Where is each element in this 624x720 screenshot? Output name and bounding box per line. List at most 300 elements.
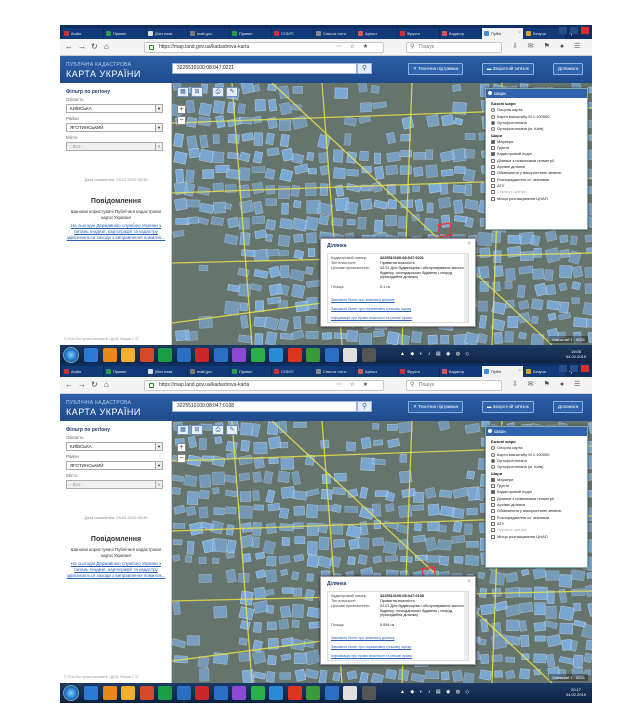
parcel [226,441,238,452]
taskbar-app-icon[interactable] [362,348,376,362]
parcel [332,504,341,513]
checkbox[interactable] [491,478,495,482]
parcel [280,218,293,229]
taskbar-app-icon[interactable] [195,686,209,700]
support-button[interactable] [408,63,463,75]
wrench-icon: ✕ [413,66,419,71]
cadastral-search-input[interactable] [172,401,357,412]
start-button[interactable] [63,685,79,701]
parcel [372,504,381,517]
parcel [425,165,437,178]
parcel [279,120,291,130]
base-layers-title [491,101,516,106]
taskbar-app-icon[interactable] [269,686,283,700]
layer-option[interactable] [491,489,532,494]
parcel [505,300,514,308]
browser-tab[interactable] [440,366,481,377]
parcel [477,232,492,246]
browser-search-input[interactable] [406,42,502,53]
system-tray-icons[interactable]: ▲ ◆ ◐ ♪ ▤ ◉ ◍ ◇ [400,689,472,695]
taskbar-app-icon[interactable] [362,686,376,700]
brand-title: КАРТА УКРАЇНИ [66,69,141,79]
checkbox[interactable] [491,152,495,156]
taskbar-app-icon[interactable] [103,686,117,700]
zoom-out-button[interactable]: − [177,116,186,125]
url-bar-actions[interactable]: ⋯ ☆ ★ [336,382,372,388]
base-layer-option[interactable] [491,107,522,112]
parcel [241,440,250,451]
popup-link[interactable]: Замовити Витяг про нормативну грошову оцінку [331,645,412,649]
parcel [307,541,317,554]
popup-body [327,591,469,661]
minimize-button[interactable] [559,27,567,34]
forward-icon[interactable]: → [78,42,86,51]
taskbar-app-icon[interactable] [306,686,320,700]
misto-value: - Все - [70,144,84,149]
base-layer-option[interactable] [491,126,543,131]
layer-label: Розпорядження с/г землями [497,514,550,520]
browser-tab[interactable] [188,28,229,39]
parcel [505,281,512,289]
layer-option[interactable] [491,164,525,169]
parcel [505,604,520,616]
parcel [397,334,410,345]
taskbar-app-icon[interactable] [121,686,135,700]
base-layer-option[interactable] [491,458,527,463]
taskbar-app-icon[interactable] [214,686,228,700]
layer-label: Шари [491,470,503,476]
parcel [228,134,239,143]
parcel [519,332,527,339]
support-button[interactable] [408,401,463,413]
base-layer-option[interactable] [491,445,522,450]
parcel [559,606,574,621]
browser-tab[interactable] [356,28,397,39]
base-layer-option[interactable] [491,464,543,469]
checkbox[interactable] [491,484,495,488]
parcel [280,134,289,147]
help-button[interactable] [553,401,583,413]
tab-favicon-icon [148,369,153,374]
parcel [572,589,585,596]
map-scale: Масштаб 1 : 8531 [549,336,588,343]
parcel [291,185,300,197]
taskbar-app-icon[interactable] [269,348,283,362]
browser-tab[interactable] [146,28,187,39]
checkbox[interactable] [491,165,495,169]
browser-tab[interactable] [398,366,439,377]
taskbar-app-icon[interactable] [325,686,339,700]
parcel [452,670,462,681]
base-layer-option[interactable] [491,120,527,125]
layers-header[interactable] [486,427,587,436]
browser-tab[interactable] [146,366,187,377]
popup-link[interactable]: Замовити Витяг про нормативну грошову оцінку [331,307,412,311]
radio-button[interactable] [491,453,495,457]
parcel [545,571,559,580]
layer-label: Маркери [497,476,514,482]
taskbar-app-icon[interactable] [232,686,246,700]
taskbar-app-icon[interactable] [343,686,357,700]
maximize-button[interactable] [570,365,578,372]
parcel [520,251,534,261]
parcel [585,267,592,278]
close-window-button[interactable] [581,27,589,34]
layers-tool-icon[interactable]: ▦ [177,87,189,97]
checkbox[interactable] [491,503,495,507]
taskbar-app-icon[interactable] [232,348,246,362]
layer-option[interactable] [491,151,532,156]
layers-tool-icon[interactable]: ▦ [177,425,189,435]
checkbox[interactable] [491,140,495,144]
tab-favicon-icon [64,369,69,374]
base-layer-option[interactable] [491,452,549,457]
parcel [347,331,358,342]
parcel [254,133,263,146]
base-layer-option[interactable] [491,114,549,119]
browser-search-input[interactable] [406,380,502,391]
info-tool-icon[interactable]: ✎ [226,87,238,97]
parcel [478,301,488,311]
chevron-down-icon: ▼ [155,443,162,450]
parcel [466,541,478,547]
browser-tab[interactable] [104,28,145,39]
popup-link[interactable]: Інформація про право власності та речові права [331,654,412,658]
start-button[interactable] [63,347,79,363]
radio-button[interactable] [491,465,495,469]
parcel [268,655,277,665]
parcel [347,671,357,680]
layers-title [491,471,502,476]
reload-icon[interactable]: ↻ [91,380,98,389]
forward-icon[interactable]: → [78,380,86,389]
browser-tab[interactable] [62,28,103,39]
parcel [213,488,220,494]
checkbox[interactable] [491,522,495,526]
cadastral-search-button[interactable] [357,401,372,412]
tab-favicon-icon [400,31,405,36]
brand-line1: ПУБЛІЧНА КАДАСТРОВА [66,62,132,68]
browser-tab[interactable] [314,366,355,377]
zoom-out-button[interactable]: − [177,454,186,463]
layer-option[interactable] [491,527,527,532]
checkbox[interactable] [491,146,495,150]
checkbox[interactable] [491,184,495,188]
parcel [278,235,290,247]
layer-label: АТУ [497,182,505,188]
layer-label: Ґрунти [497,483,510,489]
taskbar-app-icon[interactable] [121,348,135,362]
parcel [252,182,264,194]
radio-button[interactable] [491,115,495,119]
parcel [173,523,185,528]
tab-favicon-icon [316,369,321,374]
taskbar-app-icon[interactable] [140,348,154,362]
parcel [534,654,546,663]
notice-link[interactable]: На сьогодні Державною службою України з питань геодезії, картографії та кадастру здійснюються заходи з виправлення помилок... [66,223,166,240]
parcel [453,200,463,214]
parcel [213,135,219,144]
parcel [463,672,474,683]
parcel [573,655,583,668]
layer-option[interactable] [491,508,562,513]
browser-tab[interactable] [272,28,313,39]
parcel [238,104,246,114]
checkbox[interactable] [491,197,495,201]
layer-option[interactable] [491,483,509,488]
close-tab-icon[interactable]: × [518,30,521,36]
layer-option[interactable] [491,145,509,150]
browser-tab[interactable] [356,366,397,377]
taskbar-app-icon[interactable] [84,686,98,700]
browser-tab[interactable] [104,366,145,377]
parcel [240,232,250,245]
print-tool-icon[interactable]: ⎙ [212,87,224,97]
parcel [428,335,438,344]
taskbar-app-icon[interactable] [177,348,191,362]
parcel [252,166,265,173]
layer-label: Кадастровий поділ [497,489,532,495]
parcel [320,184,328,196]
layers-header[interactable] [486,89,587,98]
radio-button[interactable] [491,121,495,125]
taskbar-app-icon[interactable] [140,686,154,700]
parcel [425,671,439,679]
layer-option[interactable] [491,534,548,539]
measure-tool-icon[interactable]: ⊞ [191,87,203,97]
cadastral-search-input[interactable] [172,63,357,74]
back-icon[interactable]: ← [65,42,73,51]
zoom-in-button[interactable]: + [177,443,186,452]
misto-select[interactable] [66,480,163,489]
parcel [199,149,214,163]
parcel [307,523,318,535]
parcel [451,535,465,543]
tab-label: Фрукто [407,369,421,374]
checkbox[interactable] [491,497,495,501]
parcel [479,670,491,681]
parcel [518,312,530,323]
oblast-select[interactable] [66,104,163,113]
popup-link[interactable]: Замовити Витяг про земельну ділянку [331,636,395,640]
parcel [240,423,252,436]
taskbar-app-icon[interactable] [158,348,172,362]
taskbar-app-icon[interactable] [288,686,302,700]
parcel [280,673,291,680]
taskbar-app-icon[interactable] [158,686,172,700]
parcel [319,505,333,511]
back-icon[interactable]: ← [65,380,73,389]
taskbar-app-icon[interactable] [251,686,265,700]
checkbox[interactable] [491,178,495,182]
toolbar-icons[interactable]: ⇩ ✉ ⚑ ● ☰ [512,381,585,388]
map-view[interactable] [172,421,592,683]
parcel [477,333,487,343]
tab-favicon-icon [484,369,489,374]
checkbox[interactable] [491,509,495,513]
close-icon[interactable]: × [467,579,471,585]
parcel [383,541,397,554]
layer-option[interactable] [491,183,504,188]
oblast-select[interactable] [66,442,163,451]
browser-tab[interactable] [230,366,271,377]
layer-option[interactable] [491,521,504,526]
layer-option[interactable] [491,502,525,507]
checkbox[interactable] [491,171,495,175]
parcel [505,636,520,646]
notice-link[interactable]: На сьогодні Державною службою України з питань геодезії, картографії та кадастру здійснюються заходи з виправлення помилок... [66,561,166,578]
purpose-value: 02.01 Для будівництва і обслуговування жилого будинку, господарських будівель і споруд (присадибна ділянка) [380,266,464,279]
reload-icon[interactable]: ↻ [91,42,98,51]
parcel [265,569,277,582]
notice-title: Повідомлення [90,536,142,543]
parcel [294,653,306,664]
parcel [239,653,251,662]
measure-tool-icon[interactable]: ⊞ [191,425,203,435]
parcel [268,99,277,111]
parcel-popup [320,238,476,327]
raion-select[interactable] [66,123,163,132]
map-view[interactable] [172,83,592,345]
parcel [240,492,251,502]
maximize-button[interactable] [570,27,578,34]
toolbar-icons[interactable]: ⇩ ✉ ⚑ ● ☰ [512,43,585,50]
parcel [277,284,289,295]
browser-tab[interactable] [482,28,523,39]
radio-button[interactable] [491,108,495,112]
parcel [306,233,316,244]
popup-link[interactable]: Інформація про право власності та речові права [331,316,412,320]
search-icon: ⚲ [361,65,368,72]
checkbox[interactable] [491,516,495,520]
layer-option[interactable] [491,196,548,201]
windows-taskbar [60,345,592,365]
cadastral-search-button[interactable] [357,63,372,74]
close-icon[interactable]: × [467,241,471,247]
print-tool-icon[interactable]: ⎙ [212,425,224,435]
popup-scrollbar[interactable] [464,254,468,322]
layer-option[interactable] [491,158,554,163]
layer-label: Ортофотоплани (м. Київ) [497,464,544,470]
taskbar-app-icon[interactable] [84,348,98,362]
parcel [464,524,472,535]
oblast-value: КИЇВСЬКА [70,106,92,111]
raion-select[interactable] [66,461,163,470]
checkbox[interactable] [491,490,495,494]
taskbar-app-icon[interactable] [343,348,357,362]
url-bar-actions[interactable]: ⋯ ☆ ★ [336,44,372,50]
parcel [411,331,421,343]
parcel [213,606,227,618]
layer-option[interactable] [491,515,549,520]
parcel [506,657,515,662]
layer-option[interactable] [491,139,513,144]
tab-label: mail.gov. [197,369,213,374]
parcel [280,333,293,339]
parcel [427,203,433,213]
layer-option[interactable] [491,496,554,501]
system-tray-icons[interactable]: ▲ ◆ ◐ ♪ ▤ ◉ ◍ ◇ [400,351,472,357]
chevron-down-icon: ▼ [155,124,162,131]
taskbar-app-icon[interactable] [177,686,191,700]
popup-scrollbar[interactable] [464,592,468,660]
info-tool-icon[interactable]: ✎ [226,425,238,435]
zoom-in-button[interactable]: + [177,105,186,114]
parcel [279,86,290,99]
lock-icon [149,383,154,388]
minimize-button[interactable] [559,365,567,372]
taskbar-app-icon[interactable] [103,348,117,362]
browser-tab[interactable] [440,28,481,39]
checkbox[interactable] [491,535,495,539]
parcel [334,333,346,339]
browser-tab[interactable] [188,366,229,377]
parcel [254,442,267,454]
ownership-value: Приватна власність [380,599,415,603]
layer-option[interactable] [491,189,527,194]
close-tab-icon[interactable]: × [518,368,521,374]
taskbar-app-icon[interactable] [288,348,302,362]
browser-tab[interactable] [482,366,523,377]
browser-tab[interactable] [230,28,271,39]
parcel [224,301,239,315]
layer-option[interactable] [491,177,549,182]
parcel [255,301,263,312]
popup-link[interactable]: Замовити Витяг про земельну ділянку [331,298,395,302]
checkbox[interactable] [491,159,495,163]
taskbar-app-icon[interactable] [251,348,265,362]
close-window-button[interactable] [581,365,589,372]
feedback-label: Зворотній зв'язок [492,404,529,409]
parcel [400,166,412,175]
checkbox[interactable] [491,528,495,532]
radio-button[interactable] [491,459,495,463]
parcel [373,331,384,338]
help-button[interactable] [553,63,583,75]
taskbar-app-icon[interactable] [325,348,339,362]
misto-select[interactable] [66,142,163,151]
parcel [518,300,529,309]
browser-tab[interactable] [314,28,355,39]
parcel [318,152,327,163]
radio-button[interactable] [491,127,495,131]
checkbox[interactable] [491,190,495,194]
layer-option[interactable] [491,477,513,482]
browser-tab[interactable] [62,366,103,377]
parcel [441,672,449,680]
parcel [519,620,527,631]
layer-option[interactable] [491,170,562,175]
home-icon[interactable]: ⌂ [104,380,109,389]
browser-tab[interactable] [272,366,313,377]
parcel [359,333,372,345]
parcel [186,200,200,208]
taskbar-app-icon[interactable] [195,348,209,362]
browser-tab[interactable] [398,28,439,39]
feedback-button[interactable] [482,401,534,413]
taskbar-app-icon[interactable] [214,348,228,362]
home-icon[interactable]: ⌂ [104,42,109,51]
parcel [414,523,421,530]
taskbar-app-icon[interactable] [306,348,320,362]
feedback-button[interactable] [482,63,534,75]
parcel [544,269,553,280]
parcel [200,135,209,148]
parcel [253,622,261,633]
raion-label: Район [66,454,79,459]
radio-button[interactable] [491,446,495,450]
parcel [279,619,289,629]
